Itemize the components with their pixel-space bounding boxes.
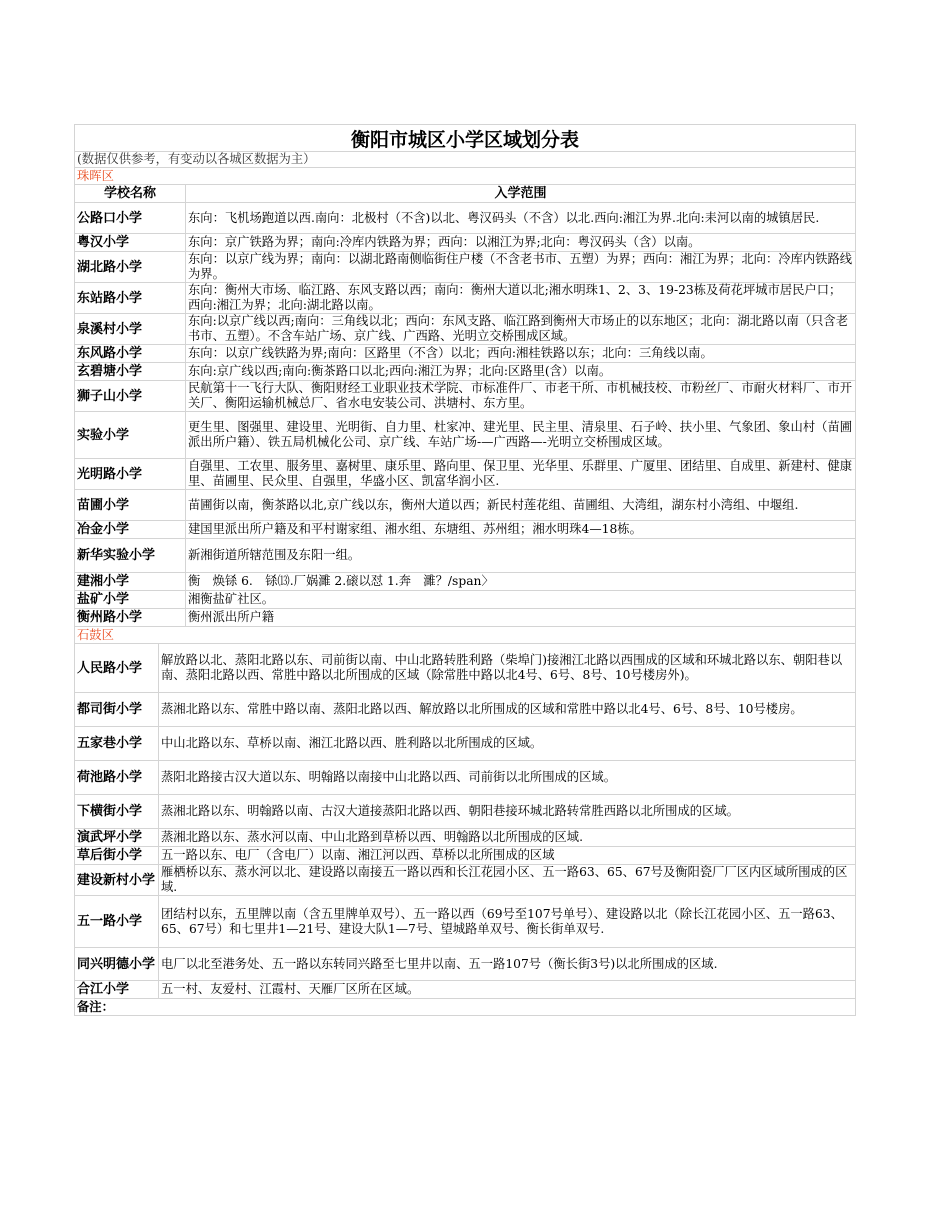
table-row [74, 381, 856, 412]
enrollment-range: 更生里、图强里、建设里、光明街、自力里、杜家冲、建光里、民主里、清泉里、石子岭、扶小里、气象团、象山村（苗圃派出所户籍）、铁五局机械化公司、京广线、车站广场-—广西路—-光明立交桥围成区域。 [188, 420, 853, 449]
school-name: 湖北路小学 [75, 252, 186, 282]
table-row [74, 865, 856, 896]
school-name: 人民路小学 [75, 644, 159, 692]
table-row [74, 283, 856, 314]
enrollment-range: 蒸湘北路以东、蒸水河以南、中山北路到草桥以西、明翰路以北所围成的区域. [161, 830, 584, 844]
enrollment-range: 湘衡盐矿社区。 [188, 592, 275, 606]
school-name: 玄碧塘小学 [75, 363, 186, 380]
header-range: 入学范围 [494, 186, 547, 201]
table-row [74, 727, 856, 761]
enrollment-range: 雁栖桥以东、蒸水河以北、建设路以南接五一路以西和长江花园小区、五一路63、65、67号及衡阳瓷厂厂区内区域所围成的区域. [161, 865, 848, 894]
school-name: 建湘小学 [75, 573, 186, 590]
enrollment-range: 东向：京广铁路为界；南向:冷库内铁路为界；西向：以湘江为界;北向：粤汉码头（含）以南。 [188, 235, 701, 249]
table-row [74, 573, 856, 591]
school-name: 苗圃小学 [75, 490, 186, 520]
school-name: 新华实验小学 [75, 539, 186, 572]
school-name: 五家巷小学 [75, 727, 159, 760]
table-row [74, 847, 856, 865]
school-name: 五一路小学 [75, 896, 159, 947]
section-zhuhui [74, 168, 856, 185]
table-row [74, 314, 856, 345]
school-name: 冶金小学 [75, 521, 186, 538]
table-row [74, 591, 856, 609]
school-name: 光明路小学 [75, 459, 186, 489]
enrollment-range: 苗圃街以南，衡茶路以北,京广线以东，衡州大道以西；新民村莲花组、苗圃组、大湾组，湖东村小湾组、中堰组. [188, 497, 799, 512]
table-row [74, 761, 856, 795]
table-row [74, 795, 856, 829]
table-row [74, 981, 856, 999]
header-school: 学校名称 [75, 185, 186, 202]
table-row [74, 490, 856, 521]
remark-row [74, 999, 856, 1016]
table-row [74, 539, 856, 573]
table-row [74, 234, 856, 252]
table-row [74, 609, 856, 627]
table-row [74, 948, 856, 981]
enrollment-range: 自强里、工农里、服务里、嘉树里、康乐里、路向里、保卫里、光华里、乐群里、广厦里、团结里、自成里、新建村、健康里、苗圃里、民众里、自强里，华盛小区、凯富华润小区. [188, 459, 853, 488]
school-name: 同兴明德小学 [75, 948, 159, 980]
data-note [74, 152, 856, 168]
enrollment-range: 东向:以京广线以西;南向：三角线以北；西向：东风支路、临江路到衡州大市场止的以东地区；北向：湖北路以南（只含老书市、五塑）。不含车站广场、京广线、广西路、光明立交桥围成区域。 [188, 314, 849, 343]
school-name: 泉溪村小学 [75, 314, 186, 344]
enrollment-range: 东向:京广线以西;南向:衡茶路口以北;西向:湘江为界；北向:区路里(含）以南。 [188, 364, 612, 378]
enrollment-range: 衡州派出所户籍 [188, 610, 275, 624]
enrollment-range: 东向：飞机场跑道以西.南向：北极村（不含)以北、粤汉码头（不含）以北.西向:湘江为界.北向:耒河以南的城镇居民. [188, 210, 820, 225]
table-row [74, 521, 856, 539]
enrollment-range: 蒸湘北路以东、常胜中路以南、蒸阳北路以西、解放路以北所围成的区域和常胜中路以北4号、6号、8号、10号楼房。 [161, 702, 803, 716]
enrollment-range: 东向：衡州大市场、临江路、东风支路以西；南向：衡州大道以北;湘水明珠1、2、3、19-23栋及荷花坪城市居民户口； 西向:湘江为界；北向:湖北路以南。 [188, 283, 848, 312]
table-row [74, 644, 856, 693]
enrollment-range: 五一村、友爱村、江霞村、天雁厂区所在区域。 [161, 982, 420, 996]
school-name: 建设新村小学 [75, 865, 159, 895]
enrollment-range: 蒸阳北路接古汉大道以东、明翰路以南接中山北路以西、司前街以北所围成的区域。 [161, 770, 616, 784]
school-name: 公路口小学 [75, 203, 186, 233]
enrollment-range: 东向：以京广线铁路为界;南向：区路里（不含）以北；西向:湘桂铁路以东；北向：三角线以南。 [188, 346, 713, 360]
table-row [74, 896, 856, 948]
table-row [74, 363, 856, 381]
school-name: 粤汉小学 [75, 234, 186, 251]
enrollment-range: 建国里派出所户籍及和平村谢家组、湘水组、东塘组、苏州组；湘水明珠4—18栋。 [188, 522, 642, 536]
enrollment-range: 衡 焕铩 6. 铩⒀.厂娲濉 2.磙以怼 1.奔 濉？/span〉 [188, 574, 494, 588]
section-label: 珠晖区 [77, 168, 114, 183]
enrollment-range: 解放路以北、蒸阳北路以东、司前街以南、中山北路转胜利路（柴埠门)接湘江北路以西围成的区域和环城北路以东、朝阳巷以南、蒸阳北路以西、常胜中路以北所围成的区域（除常胜中路以北4号、6号、8号、10号楼房外)。 [161, 653, 843, 682]
school-name: 盐矿小学 [75, 591, 186, 608]
page-title [74, 124, 856, 152]
school-name: 东站路小学 [75, 283, 186, 313]
enrollment-range: 电厂以北至港务处、五一路以东转同兴路至七里井以南、五一路107号（衡长街3号)以北所围成的区域. [161, 956, 718, 971]
note-text: (数据仅供参考，有变动以各城区数据为主） [77, 152, 316, 166]
table-row [74, 412, 856, 459]
enrollment-range: 民航第十一飞行大队、衡阳财经工业职业技术学院、市标准件厂、市老干所、市机械技校、市粉丝厂、市耐火材料厂、市开关厂、衡阳运输机械总厂、省水电安装公司、洪塘村、东方里。 [188, 381, 853, 410]
enrollment-range: 蒸湘北路以东、明翰路以南、古汉大道接蒸阳北路以西、朝阳巷接环城北路转常胜西路以北所围成的区域。 [161, 804, 739, 818]
enrollment-range: 五一路以东、电厂（含电厂）以南、湘江河以西、草桥以北所围成的区域 [161, 848, 555, 862]
school-name: 合江小学 [75, 981, 159, 998]
school-name: 衡州路小学 [75, 609, 186, 626]
school-name: 演武坪小学 [75, 829, 159, 846]
school-name: 下横街小学 [75, 795, 159, 828]
enrollment-range: 新湘街道所辖范围及东阳一组。 [188, 548, 361, 562]
table-header [74, 185, 856, 203]
table-row [74, 693, 856, 727]
table-row [74, 829, 856, 847]
table-row [74, 252, 856, 283]
enrollment-range: 团结村以东，五里牌以南（含五里牌单双号）、五一路以西（69号至107号单号）、建设路以北（除长江花园小区、五一路63、65、67号）和七里井1—21号、建设大队1—7号、望城路单双号、衡长街单双号. [161, 906, 843, 936]
remark-label: 备注： [77, 999, 114, 1014]
school-name: 荷池路小学 [75, 761, 159, 794]
school-name: 都司街小学 [75, 693, 159, 726]
table-row [74, 203, 856, 234]
school-name: 狮子山小学 [75, 381, 186, 411]
enrollment-range: 东向：以京广线为界；南向：以湖北路南侧临街住户楼（不含老书市、五塑）为界；西向：湘江为界；北向：冷库内铁路线为界。 [188, 252, 853, 281]
table-row [74, 345, 856, 363]
enrollment-range: 中山北路以东、草桥以南、湘江北路以西、胜利路以北所围成的区域。 [161, 736, 543, 750]
school-name: 草后街小学 [75, 847, 159, 864]
school-name: 实验小学 [75, 412, 186, 458]
district-table [74, 124, 856, 1016]
section-label: 石鼓区 [77, 627, 114, 642]
table-row [74, 459, 856, 490]
title-text: 衡阳市城区小学区域划分表 [350, 128, 579, 151]
section-shigu [74, 627, 856, 644]
school-name: 东风路小学 [75, 345, 186, 362]
